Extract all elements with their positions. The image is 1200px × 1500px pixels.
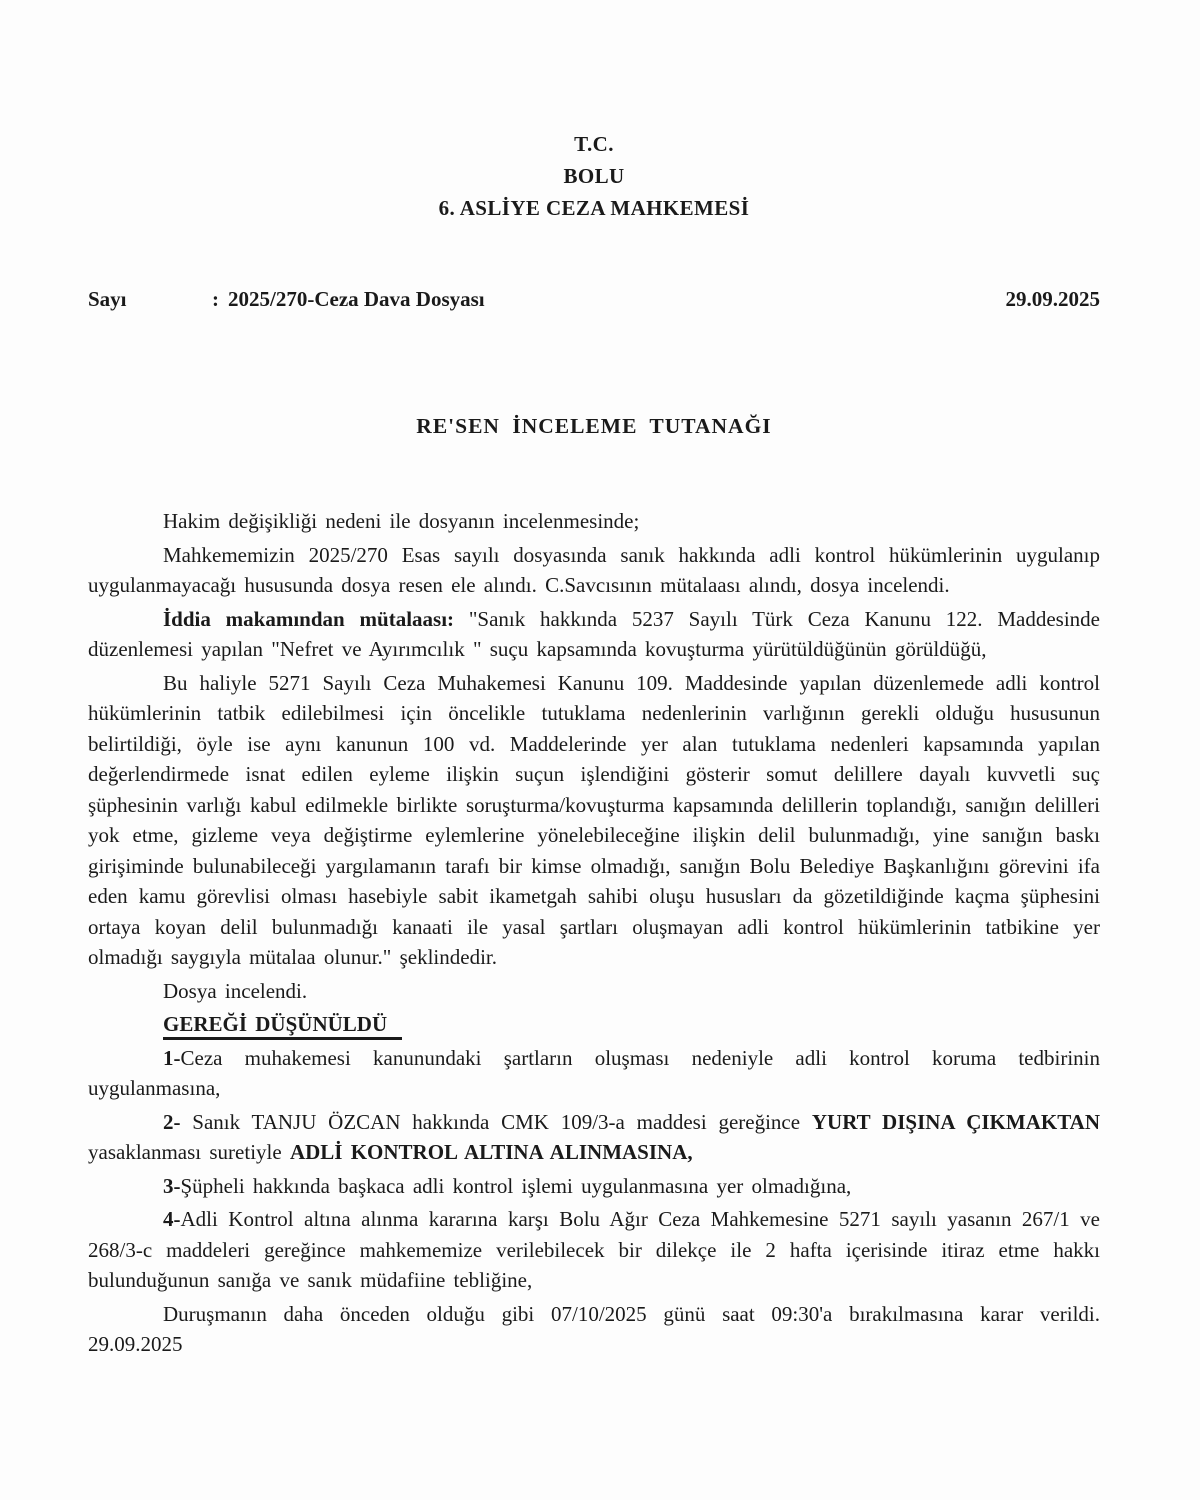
decision-item-4 — [88, 1204, 1100, 1296]
text-run: yasaklanması suretiyle — [88, 1140, 290, 1164]
document-title: RE'SEN İNCELEME TUTANAĞI — [416, 414, 772, 438]
case-meta-row — [88, 284, 1100, 314]
hearing-decision-line — [88, 1299, 1100, 1360]
case-review-paragraph — [88, 540, 1100, 601]
text-run: 4- — [163, 1207, 181, 1231]
text-run: Adli Kontrol altına alınma kararına karşı Bolu Ağır Ceza Mahkemesine 5271 sayılı yasanın 267/1 ve 268/3-c maddeleri gereğince mahkememize verilebilecek bir dilekçe ile 2 hafta içerisinde itiraz etme hakkı bulunduğunun sanığa ve sanık müdafiine tebliğine, — [88, 1207, 1100, 1292]
text-run: Dosya incelendi. — [163, 978, 308, 1003]
text-run: Bu haliyle 5271 Sayılı Ceza Muhakemesi Kanunu 109. Maddesinde yapılan düzenlemede adli kontrol hükümlerinin tatbik edilebilmesi için öncelikle tutuklama nedenlerinin varlığının gerekli olduğu hususunun belirtildiği, öyle ise aynı kanunun 100 vd. Maddelerinde yer alan tutuklama nedenleri kapsamında yapılan değerlendirmede isnat edilen eyleme ilişkin suçun işlendiğini gösterir somut delillere dayalı kuvvetli suç şüphesinin varlığı kabul edilmekle birlikte soruşturma/kovuşturma kapsamında delillerin toplandığı, sanığın delilleri yok etme, gizleme veya değiştirme eylemlerine yönelebileceğine ilişkin delil bulunmadığı, yine sanığın baskı girişiminde bulunabileceği yargılamanın tarafı bir kimse olmadığı, sanığın Bolu Belediye Başkanlığını görevini ifa eden kamu görevlisi olması hasebiyle sabit ikametgah sahibi oluşu hususları da gözetildiğinde kaçma şüphesini ortaya koyan delil bulunmadığı kanaati ile yasal şartları oluşmayan adli kontrol hükümlerinin tatbikine yer olmadığı saygıyla mütalaa olunur." şeklindedir. — [88, 670, 1100, 969]
text-run: 3- — [163, 1173, 181, 1198]
ruling-heading — [88, 1009, 1100, 1040]
text-run: Duruşmanın daha önceden olduğu gibi 07/10/2025 günü saat 09:30'a bırakılmasına karar verildi. 29.09.2025 — [88, 1301, 1100, 1356]
text-run: YURT DIŞINA ÇIKMAKTAN — [811, 1109, 1100, 1134]
header-republic-line: T.C. — [574, 132, 614, 156]
prosecutor-opinion-body — [88, 668, 1100, 973]
text-run: ADLİ KONTROL ALTINA ALINMASINA, — [289, 1140, 693, 1164]
case-number-label: Sayı — [88, 287, 127, 311]
case-number-value: 2025/270-Ceza Dava Dosyası — [228, 287, 485, 311]
intro-line — [88, 506, 1100, 537]
text-run: Hakim değişikliği nedeni ile dosyanın incelenmesinde; — [163, 509, 640, 533]
text-run: Ceza muhakemesi kanunundaki şartların oluşması nedeniyle adli kontrol koruma tedbirinin uygulanmasına, — [88, 1045, 1100, 1100]
text-run: "Sanık hakkında 5237 Sayılı Türk Ceza Kanunu 122. Maddesinde düzenlemesi yapılan "Nefret ve Ayırımcılık " suçu kapsamında kovuşturma yürütüldüğünün görüldüğü, — [88, 606, 1100, 661]
document-date: 29.09.2025 — [1005, 287, 1100, 311]
dosya-incelendi-line — [88, 976, 1100, 1007]
text-run: GEREĞİ DÜŞÜNÜLDÜ — [163, 1012, 402, 1040]
court-header — [88, 128, 1100, 224]
decision-item-3 — [88, 1171, 1100, 1202]
text-run: Şüpheli hakkında başkaca adli kontrol işlemi uygulanmasına yer olmadığına, — [180, 1173, 852, 1198]
text-run: 2- — [163, 1109, 181, 1134]
decision-item-1 — [88, 1043, 1100, 1104]
text-run: Mahkememizin 2025/270 Esas sayılı dosyasında sanık hakkında adli kontrol hükümlerinin uygulanıp uygulanmayacağı hususunda dosya resen ele alındı. C.Savcısının mütalaası alındı, dosya incelendi. — [88, 542, 1100, 597]
text-run: Sanık TANJU ÖZCAN hakkında CMK 109/3-a maddesi gereğince — [180, 1109, 812, 1134]
prosecutor-opinion-intro — [88, 604, 1100, 665]
text-run: İddia makamından mütalaası: — [163, 606, 455, 631]
header-city-line: BOLU — [563, 164, 625, 188]
document-body — [88, 506, 1100, 1360]
text-run: 1- — [163, 1045, 181, 1070]
case-number-colon: : — [212, 287, 219, 311]
decision-item-2 — [88, 1107, 1100, 1168]
header-court-line: 6. ASLİYE CEZA MAHKEMESİ — [438, 196, 750, 220]
